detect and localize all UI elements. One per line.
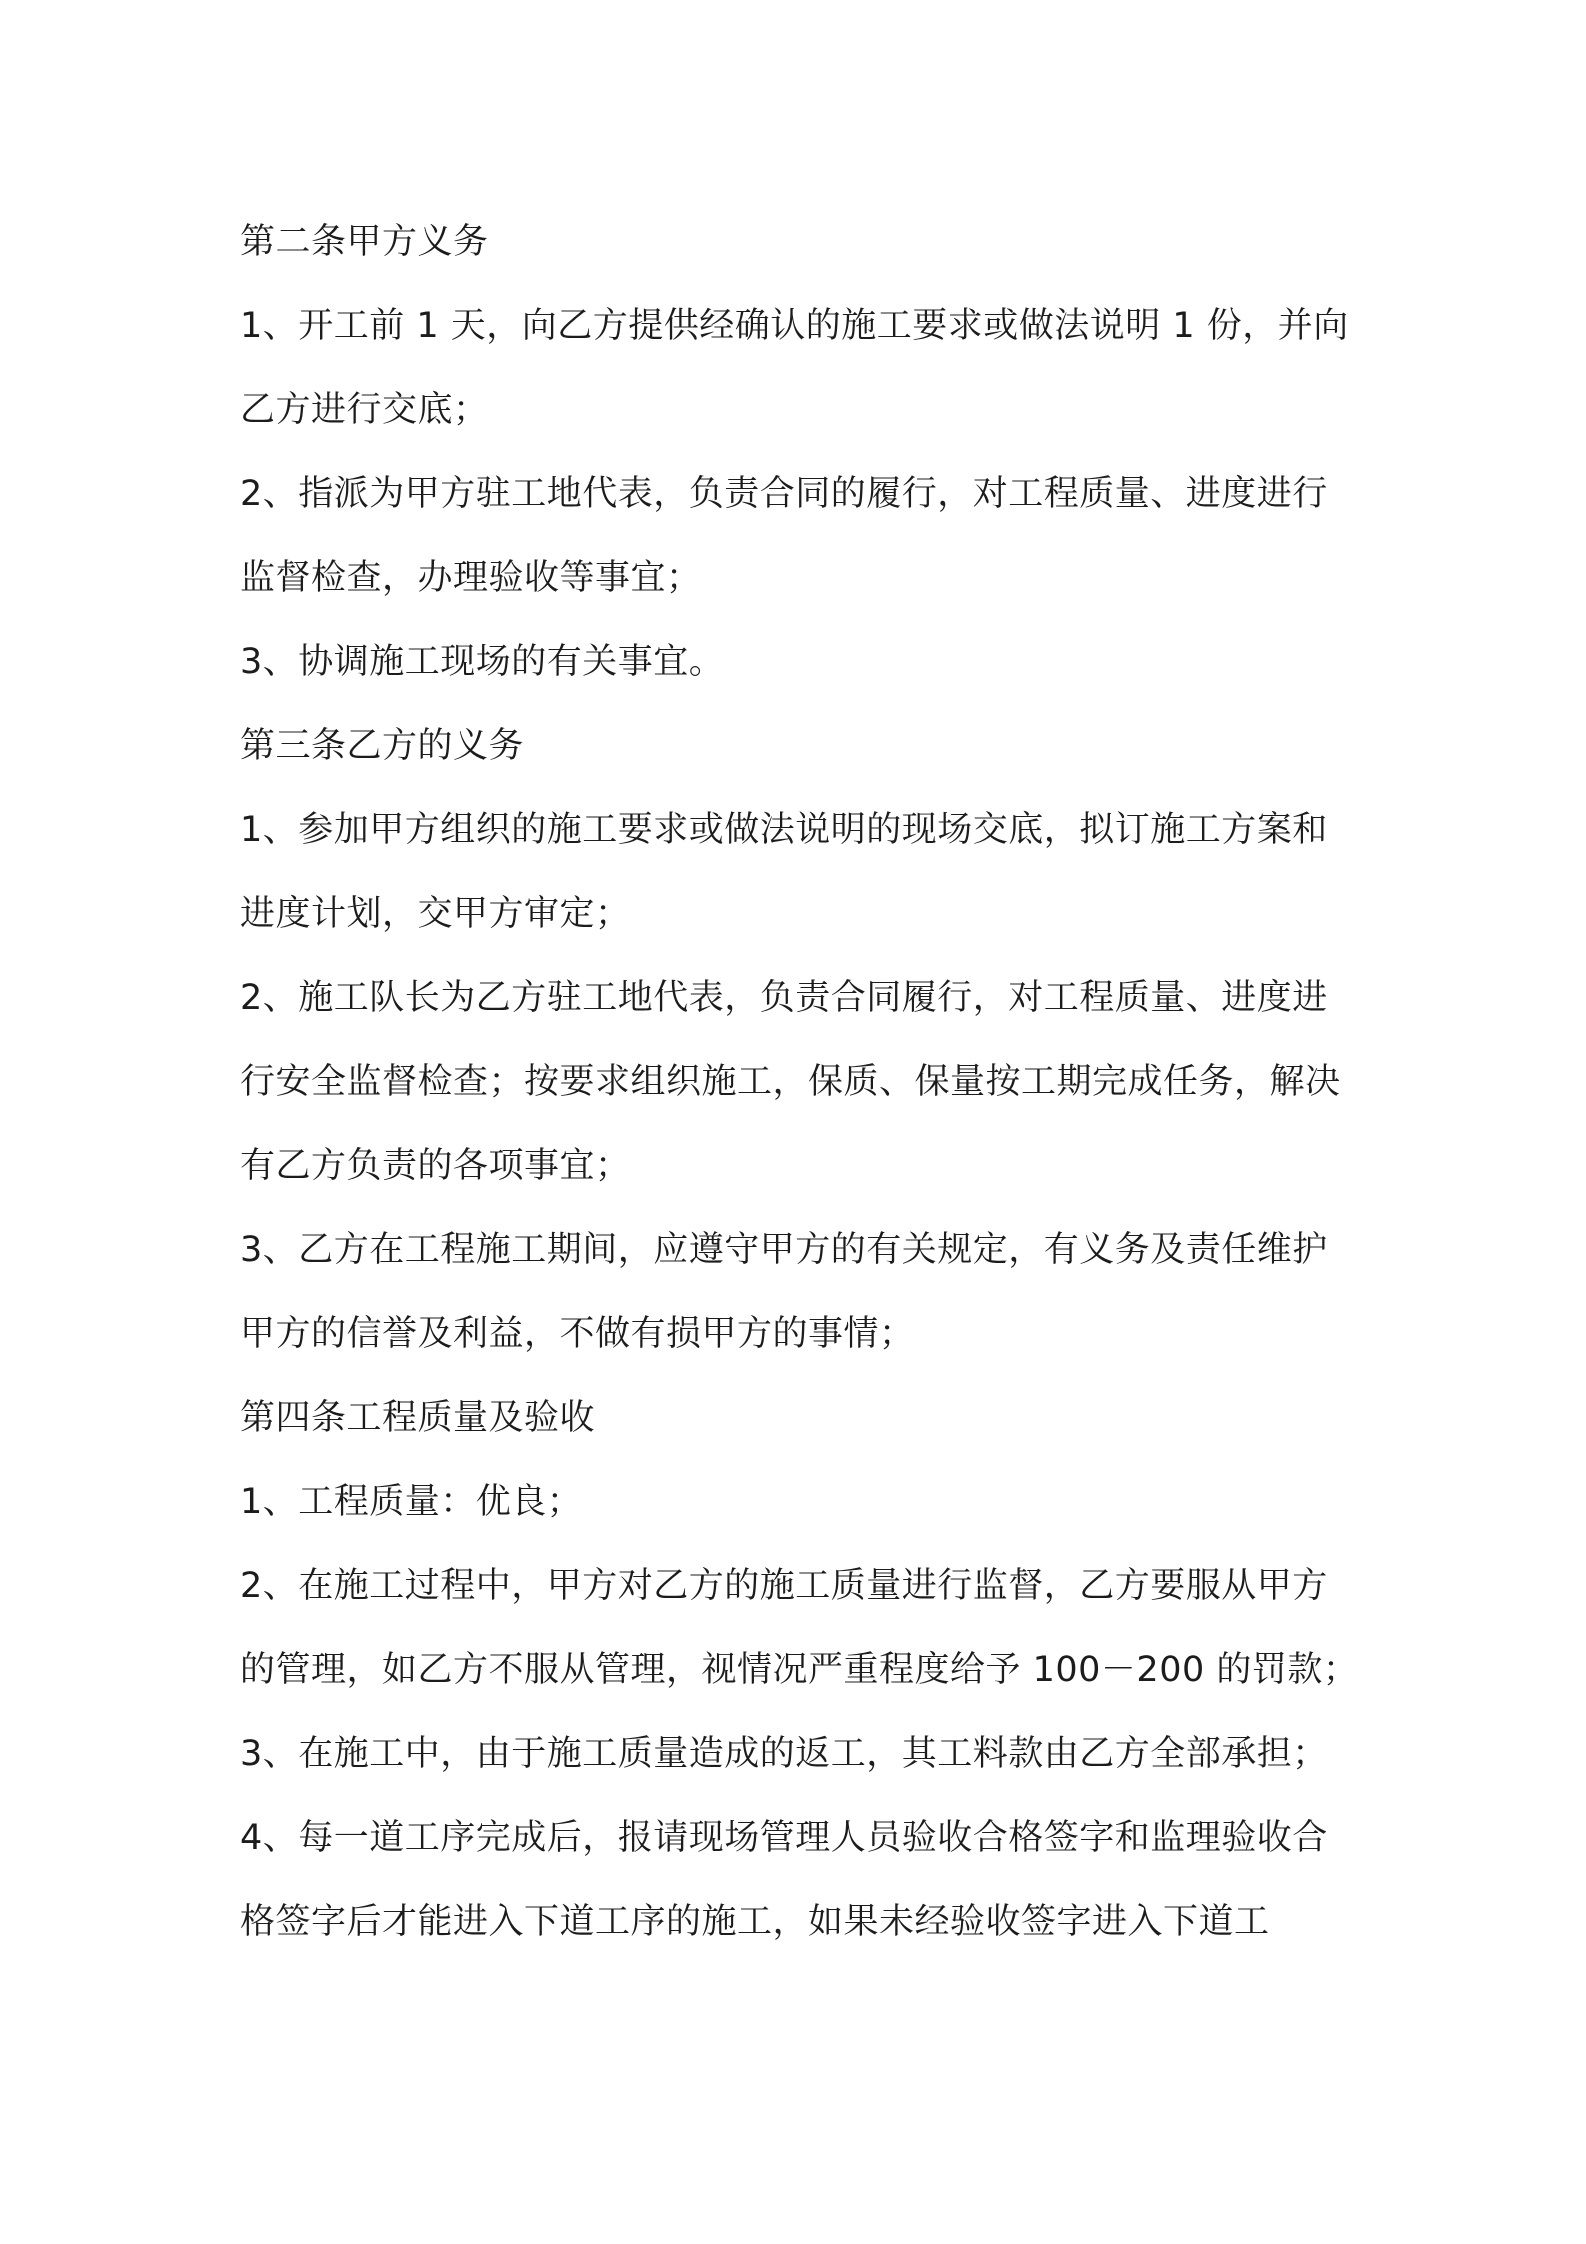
clause-paragraph: 2、施工队长为乙方驻工地代表，负责合同履行，对工程质量、进度进行安全监督检查；按要求组织施工，保质、保量按工期完成任务，解决有乙方负责的各项事宜； bbox=[240, 978, 1341, 1186]
clause-paragraph: 1、参加甲方组织的施工要求或做法说明的现场交底，拟订施工方案和进度计划，交甲方审定； bbox=[240, 810, 1328, 934]
section-heading-quality-acceptance: 第四条工程质量及验收 bbox=[240, 1398, 596, 1438]
clause-paragraph: 4、每一道工序完成后，报请现场管理人员验收合格签字和监理验收合格签字后才能进入下道工序的施工，如果未经验收签字进入下道工 bbox=[240, 1818, 1328, 1942]
clause-paragraph: 1、工程质量：优良； bbox=[240, 1482, 583, 1522]
clause-paragraph: 3、协调施工现场的有关事宜。 bbox=[240, 642, 725, 682]
clause-paragraph: 3、在施工中，由于施工质量造成的返工，其工料款由乙方全部承担； bbox=[240, 1734, 1328, 1774]
document-body bbox=[240, 200, 1360, 1964]
section-heading-party-b-obligations: 第三条乙方的义务 bbox=[240, 726, 525, 766]
clause-paragraph: 2、在施工过程中，甲方对乙方的施工质量进行监督，乙方要服从甲方的管理，如乙方不服从管理，视情况严重程度给予 100－200 的罚款； bbox=[240, 1566, 1359, 1690]
clause-paragraph: 1、开工前 1 天，向乙方提供经确认的施工要求或做法说明 1 份，并向乙方进行交底； bbox=[240, 306, 1349, 430]
section-heading-party-a-obligations: 第二条甲方义务 bbox=[240, 222, 489, 262]
clause-paragraph: 3、乙方在工程施工期间，应遵守甲方的有关规定，有义务及责任维护甲方的信誉及利益，不做有损甲方的事情； bbox=[240, 1230, 1328, 1354]
clause-paragraph: 2、指派为甲方驻工地代表，负责合同的履行，对工程质量、进度进行监督检查，办理验收等事宜； bbox=[240, 474, 1328, 598]
